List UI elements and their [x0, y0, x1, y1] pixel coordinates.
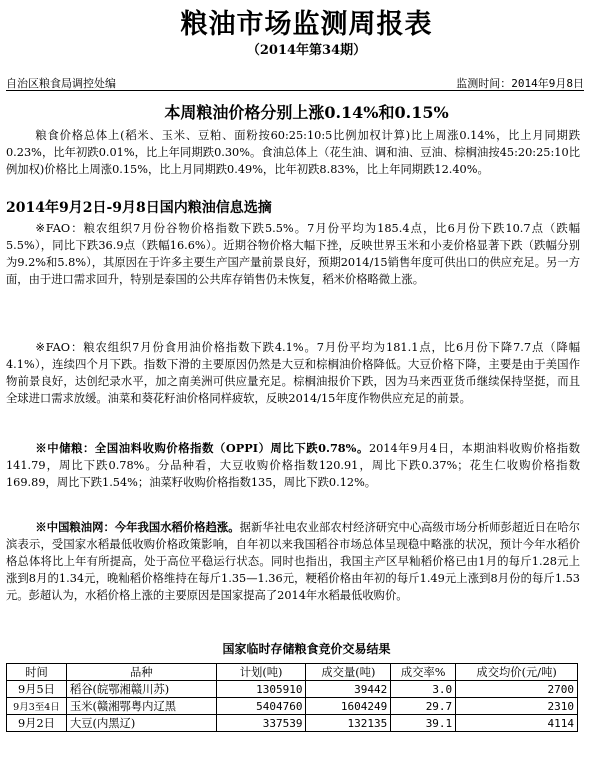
cell-volume: 1604249 — [306, 698, 391, 715]
cell-planned: 1305910 — [216, 681, 306, 698]
cell-price: 2700 — [456, 681, 578, 698]
cell-rate: 3.0 — [391, 681, 456, 698]
cell-volume: 39442 — [306, 681, 391, 698]
issue-number: （2014年第34期） — [246, 43, 367, 58]
cell-price: 2310 — [456, 698, 578, 715]
cell-date: 9月3至4日 — [7, 698, 67, 715]
col-volume: 成交量(吨) — [306, 664, 391, 681]
cell-variety: 玉米(赣湘鄂粤内辽黑 — [66, 698, 216, 715]
department-label: 自治区粮食局调控处编 — [6, 77, 116, 90]
news-cngrain — [6, 519, 580, 604]
cell-variety: 稻谷(皖鄂湘赣川苏) — [66, 681, 216, 698]
auction-table-title: 国家临时存储粮食竞价交易结果 — [222, 642, 391, 656]
col-planned: 计划(吨) — [216, 664, 306, 681]
col-rate: 成交率% — [391, 664, 456, 681]
report-title: 粮油市场监测周报表 — [180, 9, 433, 40]
summary-paragraph: 粮食价格总体上(稻米、玉米、豆粕、面粉按60:25:10:5比例加权计算)比上周涨0.14%，比上月同期跌0.23%，比年初跌0.01%，比上年同期跌0.30%。食油总体上（花生油、调和油、豆油、棕榈油按45:20:25:10比例加权)价格比上周涨0.15%，比上月同期跌0.49%，比年初跌8.83%，比上年同期跌12.40%。 — [6, 129, 580, 176]
cell-variety: 大豆(内黑辽) — [66, 715, 216, 732]
col-variety: 品种 — [66, 664, 216, 681]
cell-rate: 39.1 — [391, 715, 456, 732]
cell-rate: 29.7 — [391, 698, 456, 715]
cell-date: 9月5日 — [7, 681, 67, 698]
monitoring-date: 监测时间：2014年9月8日 — [456, 77, 584, 90]
news-section-title: 2014年9月2日-9月8日国内粮油信息选摘 — [6, 200, 272, 216]
news-sinograin-body: 2014年9月4日，本期油料收购价格指数141.79，周比下跌0.78%。分品种看，大豆收购价格指数120.91，周比下跌0.37%；花生仁收购价格指数169.89，周比下跌1.54%；油菜籽收购价格指数135，周比下跌0.12%。 — [6, 442, 580, 489]
news-cngrain-lead: ※中国粮油网：今年我国水稻价格趋涨。 — [35, 520, 240, 534]
news-sinograin — [6, 440, 580, 491]
summary-headline: 本周粮油价格分别上涨0.14%和0.15% — [164, 103, 449, 122]
col-date: 时间 — [7, 664, 67, 681]
auction-table — [6, 663, 578, 732]
col-price: 成交均价(元/吨) — [456, 664, 578, 681]
news-fao-cereal: ※FAO：粮农组织7月份谷物价格指数下跌5.5%。7月份平均为185.4点，比6月份下跌10.7点（跌幅5.5%），同比下跌36.9点（跌幅16.6%）。近期谷物价格大幅下挫，反映世界玉米和小麦价格显著下跌（跌幅分别为9.2%和5.8%），其原因在于许多主要生产国产量前景良好，预期2014/15销售年度可供出口的供应充足。另一方面，由于进口需求回升，特别是泰国的公共库存销售仍未恢复，稻米价格略微上涨。 — [6, 222, 580, 286]
report-meta-bar — [6, 74, 584, 91]
cell-planned: 337539 — [216, 715, 306, 732]
cell-planned: 5404760 — [216, 698, 306, 715]
news-sinograin-lead: ※中储粮：全国油料收购价格指数（OPPI）周比下跌0.78%。 — [35, 441, 369, 455]
cell-price: 4114 — [456, 715, 578, 732]
table-row — [7, 681, 578, 698]
auction-table-header — [7, 664, 578, 681]
table-row — [7, 698, 578, 715]
cell-date: 9月2日 — [7, 715, 67, 732]
news-cngrain-body: 据新华社电农业部农村经济研究中心高级市场分析师彭超近日在哈尔滨表示，受国家水稻最低收购价格政策影响，自年初以来我国稻谷市场总体呈现稳中略涨的状况，预计今年水稻价格总体将比上年有所提高，处于高位平稳运行状态。同时也指出，我国主产区早籼稻价格已由1月的每斤1.28元上涨到8月的1.34元，晚籼稻价格维持在每斤1.35—1.36元，粳稻价格由年初的每斤1.49元上涨到8月份的每斤1.53元。彭超认为，水稻价格上涨的主要原因是国家提高了2014年水稻最低收购价。 — [6, 521, 580, 602]
table-row — [7, 715, 578, 732]
cell-volume: 132135 — [306, 715, 391, 732]
news-fao-oil: ※FAO：粮农组织7月份食用油价格指数下跌4.1%。7月份平均为181.1点，比6月份下降7.7点（降幅4.1%），连续四个月下跌。指数下滑的主要原因仍然是大豆和棕榈油价格降低。大豆价格下降，主要是由于美国作物前景良好，达创纪录水平，加之南美洲可供应量充足。棕榈油报价下跌，因为马来西亚货币继续保持坚挺，而且全球进口需求放缓。油菜和葵花籽油价格同样疲软，反映2014/15年度作物供应充足的前景。 — [6, 341, 580, 405]
